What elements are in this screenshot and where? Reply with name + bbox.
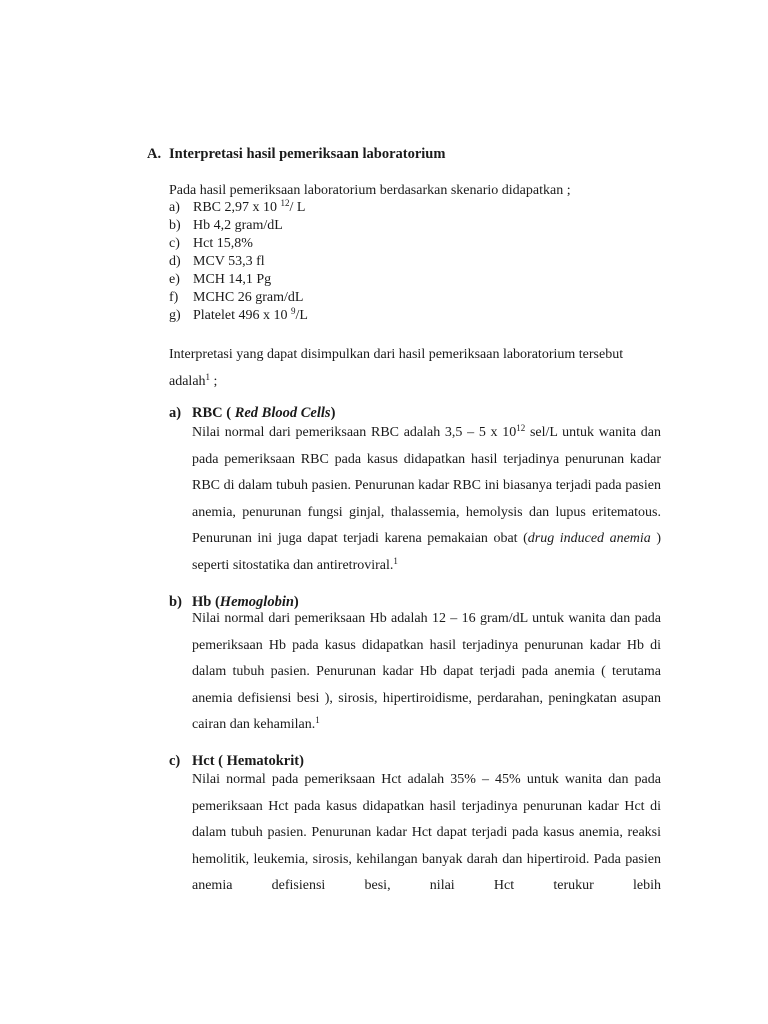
subheading-hb: b) Hb (Hemoglobin) (169, 594, 299, 610)
intro-text: Pada hasil pemeriksaan laboratorium berdasarkan skenario didapatkan ; (169, 183, 571, 198)
list-item: e) MCH 14,1 Pg (169, 272, 272, 287)
section-title: Interpretasi hasil pemeriksaan laboratorium (169, 146, 446, 162)
list-item: f) MCHC 26 gram/dL (169, 290, 304, 305)
lab-results-list (169, 199, 308, 325)
list-item: d) MCV 53,3 fl (169, 254, 265, 269)
interpretation-paragraph: Interpretasi yang dapat disimpulkan dari hasil pemeriksaan laboratorium tersebut adalah$^1$ ; (169, 347, 624, 389)
section-heading (147, 146, 445, 163)
paragraph-rbc: Nilai normal dari pemeriksaan RBC adalah 3,5 – 5 x $10^{12}$ sel/L untuk wanita dan pada pemeriksaan RBC pada kasus didapatkan hasil terjadinya penurunan kadar RBC di dalam tubuh pasien. Penurunan kadar RBC ini biasanya terjadi pada pasien anemia, penurunan fungsi ginjal, thalassemia, hemolysis dan lupus eritematous. Penurunan ini juga dapat terjadi karena pemakaian obat (drug induced anemia ) seperti sitostatika dan antiretroviral.$^1$ (192, 423, 662, 573)
section-letter: A. (147, 146, 162, 162)
list-item: g) Platelet 496 x 10 $^9$/L (169, 306, 308, 323)
list-item: b) Hb 4,2 gram/dL (169, 218, 283, 233)
paragraph-hb: Nilai normal dari pemeriksaan Hb adalah 12 – 16 gram/dL untuk wanita dan pada pemeriksaan Hb pada kasus didapatkan hasil terjadinya penurunan kadar Hb di dalam tubuh pasien. Penurunan kadar Hb dapat terjadi pada anemia ( terutama anemia defisiensi besi ), sirosis, hipertiroidisme, perdarahan, peningkatan asupan cairan dan kehamilan.$^1$ (192, 611, 661, 732)
subheading-hct: c) Hct ( Hematokrit) (169, 753, 304, 769)
paragraph-hct: Nilai normal pada pemeriksaan Hct adalah 35% – 45% untuk wanita dan pada pemeriksaan Hct pada kasus didapatkan hasil terjadinya penurunan kadar Hct di dalam tubuh pasien. Penurunan kadar Hct dapat terjadi pada kasus anemia, reaksi hemolitik, leukemia, sirosis, kehilangan banyak darah dan hipertiroid. Pada pasien anemia defisiensi besi, nilai Hct terukur lebih (192, 772, 661, 893)
list-item: c) Hct 15,8% (169, 236, 253, 251)
subheading-rbc: a) RBC ( Red Blood Cells) (169, 405, 336, 421)
list-item: a) RBC 2,97 x 10 $^{12}$/ L (169, 198, 306, 215)
